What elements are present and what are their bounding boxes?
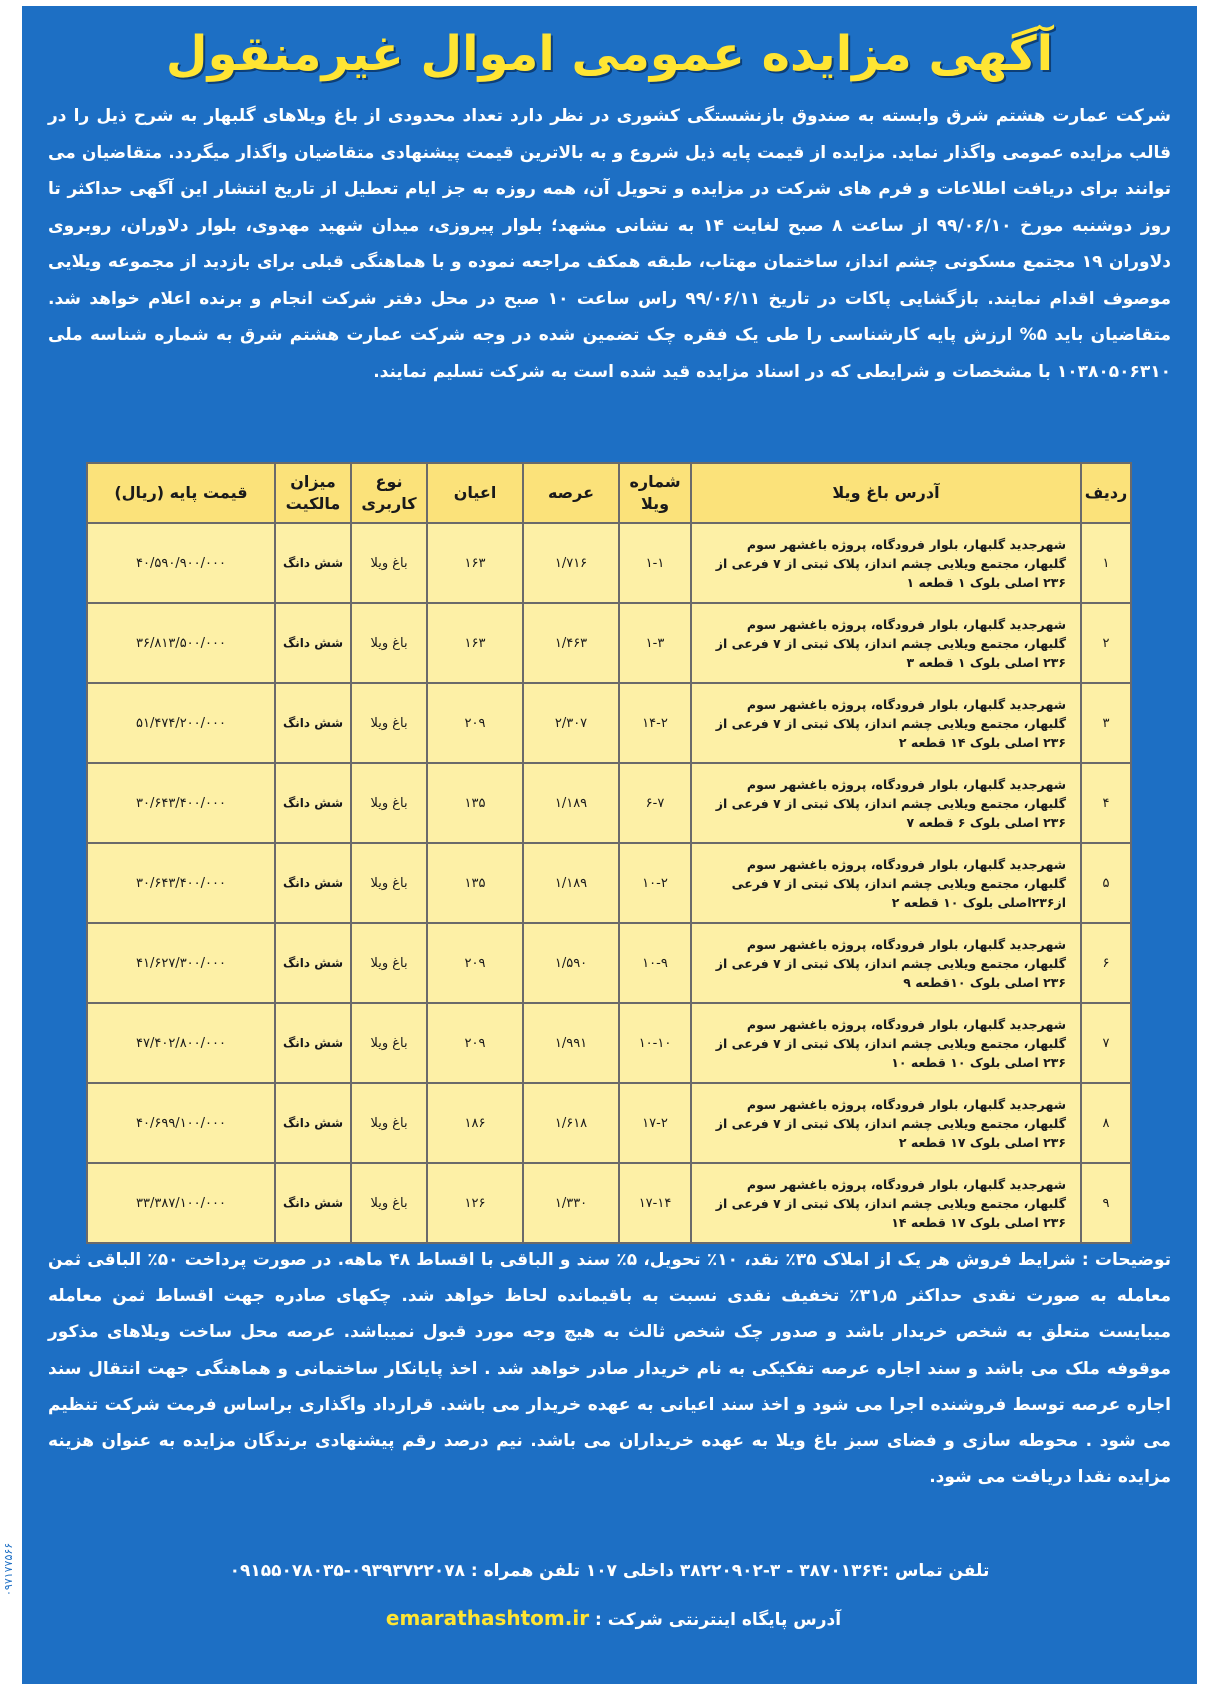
cell-base-price: ۴۱/۶۲۷/۳۰۰/۰۰۰ <box>87 923 275 1003</box>
header-building-area: اعیان <box>427 463 523 523</box>
cell-villa-number: ۱-۳ <box>619 603 691 683</box>
cell-row-number: ۷ <box>1081 1003 1131 1083</box>
cell-row-number: ۹ <box>1081 1163 1131 1243</box>
cell-ownership: شش دانگ <box>275 683 351 763</box>
cell-land-area: ۲/۳۰۷ <box>523 683 619 763</box>
cell-row-number: ۴ <box>1081 763 1131 843</box>
cell-ownership: شش دانگ <box>275 1083 351 1163</box>
cell-land-area: ۱/۷۱۶ <box>523 523 619 603</box>
cell-usage-type: باغ ویلا <box>351 683 427 763</box>
cell-usage-type: باغ ویلا <box>351 523 427 603</box>
cell-row-number: ۸ <box>1081 1083 1131 1163</box>
cell-base-price: ۳۳/۳۸۷/۱۰۰/۰۰۰ <box>87 1163 275 1243</box>
terms-notes: توضیحات : شرایط فروش هر یک از املاک ۳۵٪ نقد، ۱۰٪ تحویل، ۵٪ سند و الباقی با اقساط ۴۸ ماهه. در صورت پرداخت ۵۰٪ الباقی ثمن معامله به صورت نقدی حداکثر ۳۱٫۵٪ تخفیف نقدی نسبت به باقیمانده لحاظ خواهد شد. چکهای صادره جهت اقساط ثمن معامله میبایست متعلق به شخص خریدار باشد و صدور چک شخص ثالث به هیچ وجه مورد قبول نمیباشد. عرصه محل ساخت ویلاهای مذکور موقوفه ملک می باشد و سند اجاره عرصه تفکیکی به نام خریدار صادر خواهد شد . اخذ پایانکار ساختمانی و هماهنگی جهت انتقال سند اجاره عرصه توسط فروشنده اجرا می شود و اخذ سند اعیانی به عهده خریدار می باشد. قرارداد واگذاری براساس فرمت شرکت تنظیم می شود . محوطه سازی و فضای سبز باغ ویلا به عهده خریداران می باشد. نیم درصد رقم پیشنهادی برندگان مزایده به عنوان هزینه مزایده نقدا دریافت می شود. <box>48 1250 1172 1488</box>
cell-land-area: ۱/۹۹۱ <box>523 1003 619 1083</box>
cell-address: شهرجدید گلبهار، بلوار فرودگاه، پروژه باغشهر سوم گلبهار، مجتمع ویلایی چشم انداز، پلاک ثبتی از ۷ فرعی از ۲۳۶ اصلی بلوک ۱۷ قطعه ۲ <box>691 1083 1081 1163</box>
cell-villa-number: ۱-۱ <box>619 523 691 603</box>
cell-building-area: ۱۶۳ <box>427 523 523 603</box>
villa-table <box>86 462 1132 1244</box>
ad-title: آگهی مزایده عمومی اموال غیرمنقول <box>165 26 1054 82</box>
header-base-price: قیمت پایه (ریال) <box>87 463 275 523</box>
cell-address: شهرجدید گلبهار، بلوار فرودگاه، پروژه باغشهر سوم گلبهار، مجتمع ویلایی چشم انداز، پلاک ثبتی از ۷ فرعی از ۲۳۶ اصلی بلوک ۱ قطعه ۳ <box>691 603 1081 683</box>
cell-base-price: ۳۶/۸۱۳/۵۰۰/۰۰۰ <box>87 603 275 683</box>
cell-building-area: ۲۰۹ <box>427 923 523 1003</box>
cell-usage-type: باغ ویلا <box>351 1083 427 1163</box>
header-usage-type: نوع کاربری <box>351 463 427 523</box>
table-row <box>87 843 1131 923</box>
cell-address: شهرجدید گلبهار، بلوار فرودگاه، پروژه باغشهر سوم گلبهار، مجتمع ویلایی چشم انداز، پلاک ثبتی از ۷ فرعی از ۲۳۶ اصلی بلوک ۱ قطعه ۱ <box>691 523 1081 603</box>
cell-building-area: ۱۳۵ <box>427 763 523 843</box>
cell-base-price: ۵۱/۴۷۴/۲۰۰/۰۰۰ <box>87 683 275 763</box>
cell-building-area: ۱۲۶ <box>427 1163 523 1243</box>
cell-row-number: ۳ <box>1081 683 1131 763</box>
cell-ownership: شش دانگ <box>275 603 351 683</box>
cell-villa-number: ۱۰-۲ <box>619 843 691 923</box>
table-row <box>87 1083 1131 1163</box>
cell-ownership: شش دانگ <box>275 1163 351 1243</box>
cell-land-area: ۱/۴۶۳ <box>523 603 619 683</box>
website-row <box>22 1606 1197 1630</box>
table-row <box>87 1163 1131 1243</box>
cell-base-price: ۳۰/۶۴۳/۴۰۰/۰۰۰ <box>87 763 275 843</box>
cell-base-price: ۴۰/۶۹۹/۱۰۰/۰۰۰ <box>87 1083 275 1163</box>
cell-usage-type: باغ ویلا <box>351 923 427 1003</box>
header-row-number: ردیف <box>1081 463 1131 523</box>
cell-address: شهرجدید گلبهار، بلوار فرودگاه، پروژه باغشهر سوم گلبهار، مجتمع ویلایی چشم انداز، پلاک ثبتی از ۷ فرعی از ۲۳۶ اصلی بلوک ۶ قطعه ۷ <box>691 763 1081 843</box>
table-row <box>87 683 1131 763</box>
table-row <box>87 1003 1131 1083</box>
cell-building-area: ۱۸۶ <box>427 1083 523 1163</box>
villa-table-wrapper <box>86 462 1132 1244</box>
cell-row-number: ۶ <box>1081 923 1131 1003</box>
header-ownership: میزان مالکیت <box>275 463 351 523</box>
cell-row-number: ۵ <box>1081 843 1131 923</box>
cell-ownership: شش دانگ <box>275 1003 351 1083</box>
cell-base-price: ۳۰/۶۴۳/۴۰۰/۰۰۰ <box>87 843 275 923</box>
cell-ownership: شش دانگ <box>275 523 351 603</box>
header-address: آدرس باغ ویلا <box>691 463 1081 523</box>
cell-row-number: ۲ <box>1081 603 1131 683</box>
table-row <box>87 763 1131 843</box>
cell-villa-number: ۶-۷ <box>619 763 691 843</box>
cell-base-price: ۴۷/۴۰۲/۸۰۰/۰۰۰ <box>87 1003 275 1083</box>
cell-land-area: ۱/۶۱۸ <box>523 1083 619 1163</box>
cell-ownership: شش دانگ <box>275 763 351 843</box>
table-row <box>87 603 1131 683</box>
cell-address: شهرجدید گلبهار، بلوار فرودگاه، پروژه باغشهر سوم گلبهار، مجتمع ویلایی چشم انداز، پلاک ثبتی از ۷ فرعی از ۲۳۶ اصلی بلوک ۱۰قطعه ۹ <box>691 923 1081 1003</box>
cell-villa-number: ۱۰-۹ <box>619 923 691 1003</box>
cell-usage-type: باغ ویلا <box>351 843 427 923</box>
cell-land-area: ۱/۵۹۰ <box>523 923 619 1003</box>
cell-usage-type: باغ ویلا <box>351 1003 427 1083</box>
website-label: آدرس پایگاه اینترنتی شرکت : <box>594 1610 842 1630</box>
cell-address: شهرجدید گلبهار، بلوار فرودگاه، پروژه باغشهر سوم گلبهار، مجتمع ویلایی چشم انداز، پلاک ثبتی از ۷ فرعی از۲۳۶اصلی بلوک ۱۰ قطعه ۲ <box>691 843 1081 923</box>
cell-row-number: ۱ <box>1081 523 1131 603</box>
cell-ownership: شش دانگ <box>275 843 351 923</box>
header-land-area: عرصه <box>523 463 619 523</box>
cell-address: شهرجدید گلبهار، بلوار فرودگاه، پروژه باغشهر سوم گلبهار، مجتمع ویلایی چشم انداز، پلاک ثبتی از ۷ فرعی از ۲۳۶ اصلی بلوک ۱۴ قطعه ۲ <box>691 683 1081 763</box>
cell-building-area: ۱۶۳ <box>427 603 523 683</box>
cell-villa-number: ۱۴-۲ <box>619 683 691 763</box>
cell-base-price: ۴۰/۵۹۰/۹۰۰/۰۰۰ <box>87 523 275 603</box>
cell-building-area: ۱۳۵ <box>427 843 523 923</box>
side-code: ۰۹۷۱۷۷۵۶۶ <box>2 1542 15 1596</box>
cell-usage-type: باغ ویلا <box>351 763 427 843</box>
cell-villa-number: ۱۷-۱۴ <box>619 1163 691 1243</box>
cell-land-area: ۱/۳۳۰ <box>523 1163 619 1243</box>
table-row <box>87 523 1131 603</box>
cell-ownership: شش دانگ <box>275 923 351 1003</box>
cell-building-area: ۲۰۹ <box>427 683 523 763</box>
ad-frame <box>22 6 1197 1684</box>
cell-villa-number: ۱۰-۱۰ <box>619 1003 691 1083</box>
cell-usage-type: باغ ویلا <box>351 1163 427 1243</box>
table-header-row <box>87 463 1131 523</box>
cell-usage-type: باغ ویلا <box>351 603 427 683</box>
header-villa-number: شماره ویلا <box>619 463 691 523</box>
cell-land-area: ۱/۱۸۹ <box>523 843 619 923</box>
website-link[interactable]: emarathashtom.ir <box>385 1606 590 1630</box>
contact-info: تلفن تماس :۳۸۷۰۱۳۶۴ - ۳-۳۸۲۲۰۹۰۲ داخلی ۱۰۷ تلفن همراه : ۰۹۳۹۳۷۲۲۰۷۸-۰۹۱۵۵۰۷۸۰۳۵ <box>229 1561 990 1581</box>
cell-address: شهرجدید گلبهار، بلوار فرودگاه، پروژه باغشهر سوم گلبهار، مجتمع ویلایی چشم انداز، پلاک ثبتی از ۷ فرعی از ۲۳۶ اصلی بلوک ۱۰ قطعه ۱۰ <box>691 1003 1081 1083</box>
cell-land-area: ۱/۱۸۹ <box>523 763 619 843</box>
intro-paragraph: شرکت عمارت هشتم شرق وابسته به صندوق بازنشستگی کشوری در نظر دارد تعداد محدودی از باغ ویلاهای گلبهار به شرح ذیل را در قالب مزایده عمومی واگذار نماید. مزایده از قیمت پایه ذیل شروع و به بالاترین قیمت پیشنهادی متقاضیان واگذار میگردد. متقاضیان می توانند برای دریافت اطلاعات و فرم های شرکت در مزایده و تحویل آن، همه روزه به جز ایام تعطیل از تاریخ انتشار این آگهی حداکثر تا روز دوشنبه مورخ ۹۹/۰۶/۱۰ از ساعت ۸ صبح لغایت ۱۴ به نشانی مشهد؛ بلوار پیروزی، میدان شهید مهدوی، بلوار دلاوران، روبروی دلاوران ۱۹ مجتمع مسکونی چشم انداز، ساختمان مهتاب، طبقه همکف مراجعه نموده و با هماهنگی قبلی برای بازدید از مجموعه ویلایی موصوف اقدام نمایند. بازگشایی پاکات در تاریخ ۹۹/۰۶/۱۱ راس ساعت ۱۰ صبح در محل دفتر شرکت انجام و برنده اعلام خواهد شد. متقاضیان باید ۵% ارزش پایه کارشناسی را طی یک فقره چک تضمین شده در وجه شرکت عمارت هشتم شرق به شماره شناسه ملی ۱۰۳۸۰۵۰۶۳۱۰ با مشخصات و شرایطی که در اسناد مزایده قید شده است به شرکت تسلیم نمایند. <box>48 106 1172 382</box>
cell-address: شهرجدید گلبهار، بلوار فرودگاه، پروژه باغشهر سوم گلبهار، مجتمع ویلایی چشم انداز، پلاک ثبتی از ۷ فرعی از ۲۳۶ اصلی بلوک ۱۷ قطعه ۱۴ <box>691 1163 1081 1243</box>
cell-villa-number: ۱۷-۲ <box>619 1083 691 1163</box>
cell-building-area: ۲۰۹ <box>427 1003 523 1083</box>
table-row <box>87 923 1131 1003</box>
